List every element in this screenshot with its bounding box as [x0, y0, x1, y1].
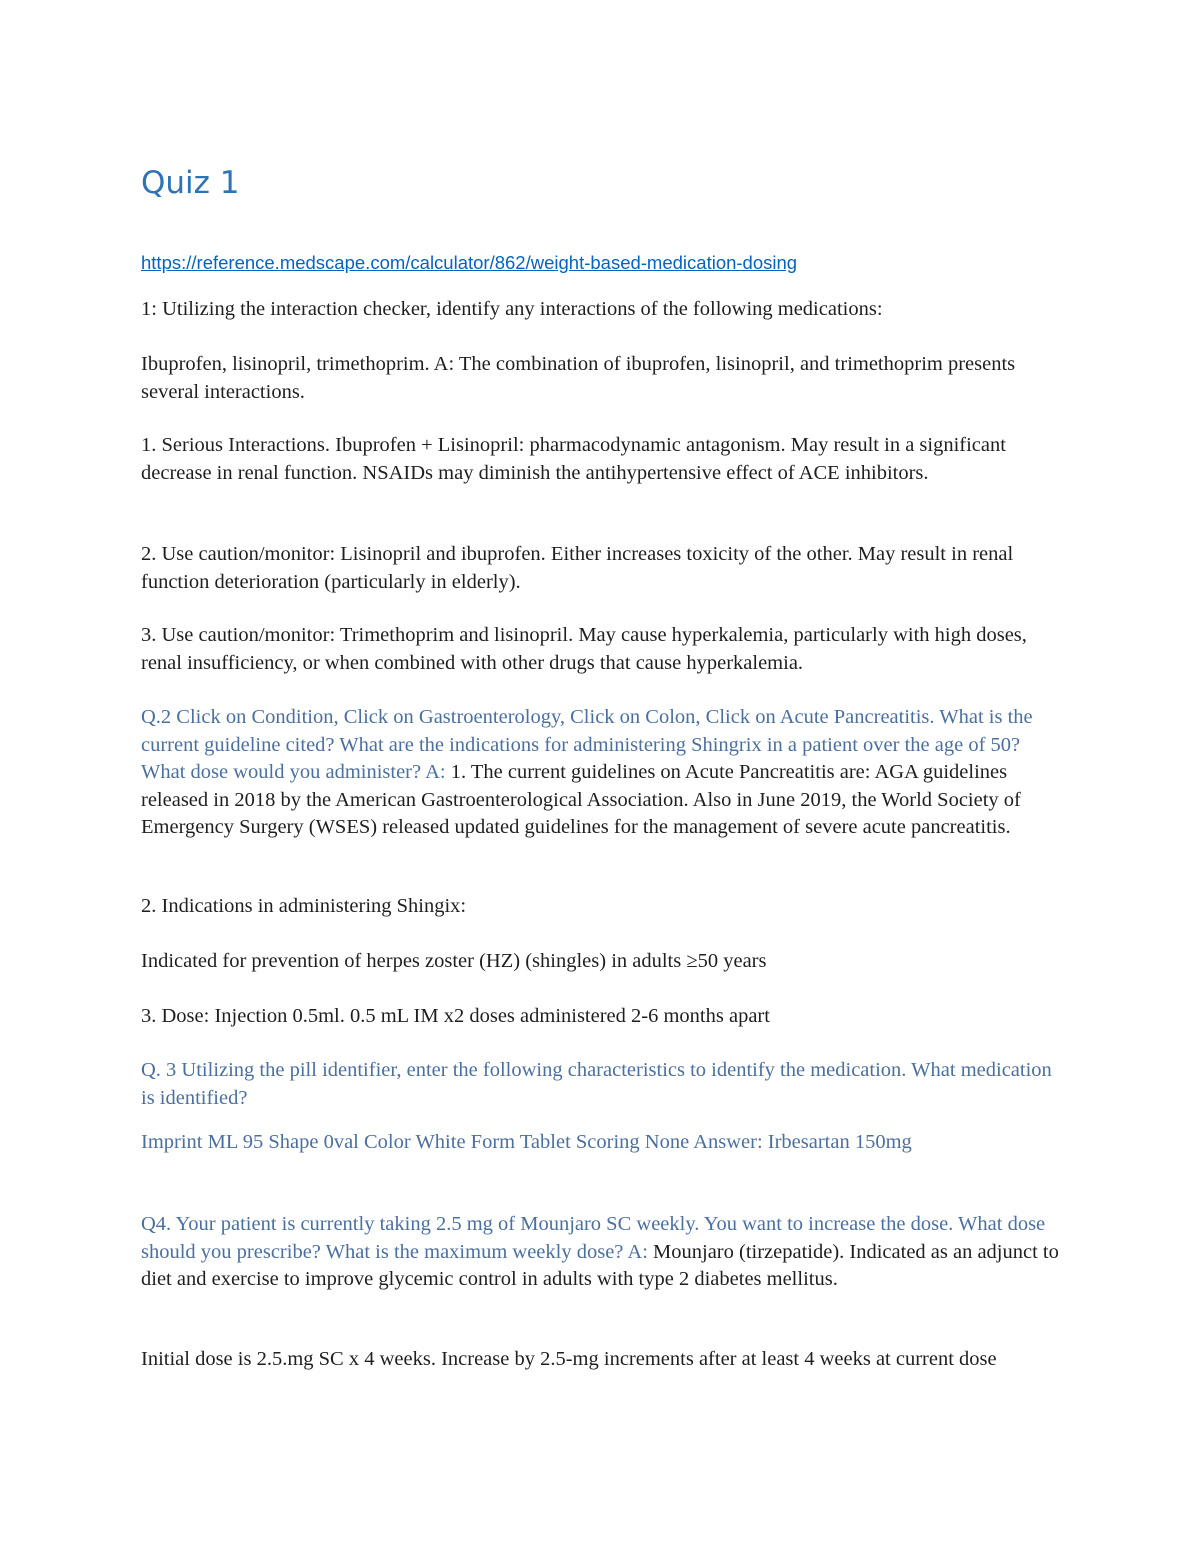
q1-interaction-2: 2. Use caution/monitor: Lisinopril and ibuprofen. Either increases toxicity of the other. May result in renal function deterioration (particularly in elderly).: [141, 543, 1014, 593]
q1-question: 1: Utilizing the interaction checker, identify any interactions of the following medications:: [141, 298, 883, 320]
q2-dose: 3. Dose: Injection 0.5ml. 0.5 mL IM x2 doses administered 2-6 months apart: [141, 1005, 770, 1027]
q4-answer: Mounjaro (tirzepatide). Indicated as an adjunct to diet and exercise to improve glycemic control in adults with type 2 diabetes mellitus.: [141, 1240, 1059, 1290]
q4-question: Q4. Your patient is currently taking 2.5 mg of Mounjaro SC weekly. You want to increase the dose. What dose should you prescribe? What is the maximum weekly dose? A:: [141, 1213, 1046, 1263]
q1-interaction-3: 3. Use caution/monitor: Trimethoprim and lisinopril. May cause hyperkalemia, particularly with high doses, renal insufficiency, or when combined with other drugs that cause hyperkalemia.: [141, 624, 1027, 674]
q3-answer: Imprint ML 95 Shape 0val Color White Form Tablet Scoring None Answer: Irbesartan 150mg: [141, 1131, 912, 1153]
q4-dose: Initial dose is 2.5.mg SC x 4 weeks. Increase by 2.5-mg increments after at least 4 weeks at current dose: [141, 1348, 997, 1370]
medscape-calculator-link[interactable]: https://reference.medscape.com/calculator/862/weight-based-medication-dosing: [141, 252, 798, 273]
document-title: Quiz 1: [141, 165, 240, 201]
q2-question: Q.2 Click on Condition, Click on Gastroenterology, Click on Colon, Click on Acute Pancreatitis. What is the current guideline cited? What are the indications for administering Shingrix in a patient over the age of 50? What dose would you administer? A:: [141, 706, 1033, 783]
q3-question: Q. 3 Utilizing the pill identifier, enter the following characteristics to identify the medication. What medication is identified?: [141, 1059, 1052, 1109]
q2-paragraph: [141, 704, 1066, 842]
q1-interaction-1: 1. Serious Interactions. Ibuprofen + Lisinopril: pharmacodynamic antagonism. May result in a significant decrease in renal function. NSAIDs may diminish the antihypertensive effect of ACE inhibitors.: [141, 434, 1006, 484]
q1-answer-intro: Ibuprofen, lisinopril, trimethoprim. A: The combination of ibuprofen, lisinopril, and trimethoprim presents several interactions.: [141, 353, 1016, 403]
q2-indications-heading: 2. Indications in administering Shingix:: [141, 895, 467, 917]
q2-indications: Indicated for prevention of herpes zoster (HZ) (shingles) in adults ≥50 years: [141, 950, 767, 972]
q4-paragraph: [141, 1211, 1066, 1294]
q2-answer: 1. The current guidelines on Acute Pancreatitis are: AGA guidelines released in 2018 by the American Gastroenterological Association. Also in June 2019, the World Society of Emergency Surgery (WSES) released updated guidelines for the management of severe acute pancreatitis.: [141, 761, 1021, 838]
